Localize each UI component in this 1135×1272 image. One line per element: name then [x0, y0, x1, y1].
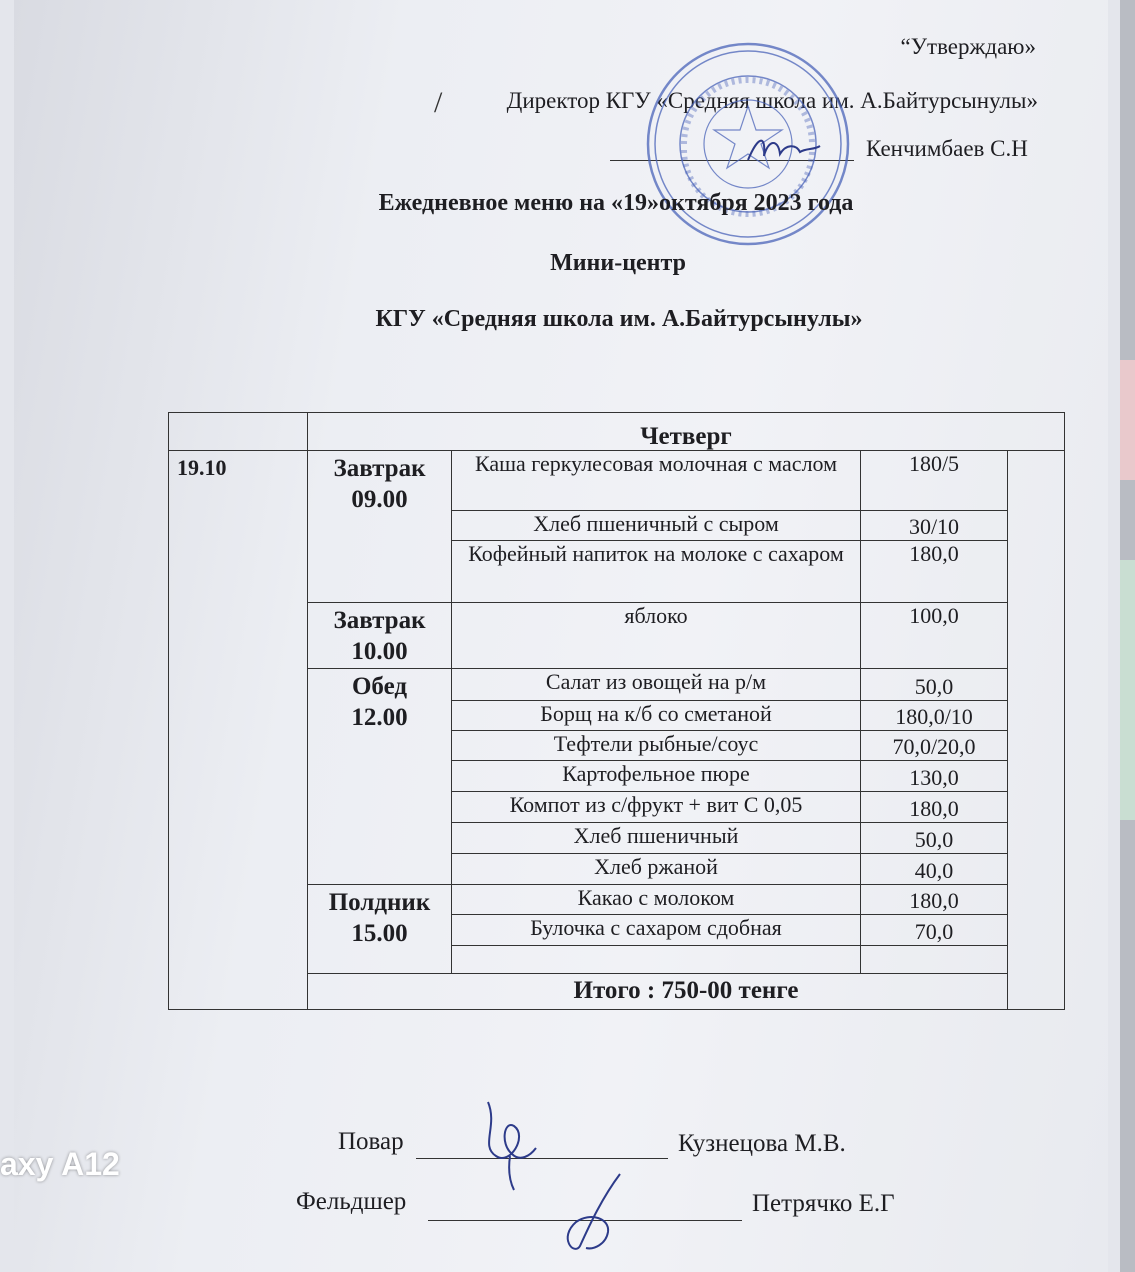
qty-cell: 180,0/10	[861, 701, 1008, 731]
header-empty-cell	[169, 413, 308, 451]
approval-approve-text: “Утверждаю»	[900, 34, 1036, 59]
qty-cell: 40,0	[861, 854, 1008, 885]
total-cell: Итого : 750-00 тенге	[308, 974, 1065, 1010]
qty-cell: 50,0	[861, 669, 1008, 701]
dish-cell: Хлеб ржаной	[452, 854, 861, 885]
cook-name: Кузнецова М.В.	[678, 1130, 846, 1157]
menu-title: Ежедневное меню на «19»октября 2023 года	[378, 190, 854, 216]
meal-time: 09.00	[351, 486, 408, 513]
meal-time: 12.00	[351, 704, 408, 731]
dish-cell: Булочка с сахаром сдобная	[452, 915, 861, 946]
qty-cell: 180,0	[861, 541, 1008, 603]
qty-cell: 130,0	[861, 761, 1008, 792]
day-header: Четверг	[308, 413, 1065, 451]
extra-column-cell	[1008, 451, 1065, 1010]
meal-time: 10.00	[351, 638, 408, 665]
medic-label: Фельдшер	[296, 1188, 407, 1215]
dish-cell-empty	[452, 946, 861, 974]
dish-cell: Компот из с/фрукт + вит С 0,05	[452, 792, 861, 823]
qty-cell-empty	[861, 946, 1008, 974]
meal-time: 15.00	[351, 920, 408, 947]
dish-cell: Картофельное пюре	[452, 761, 861, 792]
meal-cell	[308, 669, 452, 885]
meal-name: Полдник	[328, 889, 431, 916]
meal-cell	[308, 885, 452, 974]
dish-cell: Салат из овощей на р/м	[452, 669, 861, 701]
dish-cell: Какао с молоком	[452, 885, 861, 915]
meal-cell	[308, 603, 452, 669]
medic-signature	[550, 1168, 640, 1258]
meal-cell	[308, 451, 452, 603]
dish-cell: Кофейный напиток на молоке с сахаром	[452, 541, 861, 603]
camera-watermark: axy A12	[0, 1146, 120, 1182]
meal-name: Завтрак	[333, 455, 426, 482]
qty-cell: 180,0	[861, 885, 1008, 915]
dish-cell: Каша геркулесовая молочная с маслом	[452, 451, 861, 511]
cook-signature	[470, 1096, 550, 1196]
dish-cell: Борщ на к/б со сметаной	[452, 701, 861, 731]
qty-cell: 30/10	[861, 511, 1008, 541]
qty-cell: 70,0/20,0	[861, 731, 1008, 761]
cook-label: Повар	[338, 1128, 404, 1155]
dish-cell: Тефтели рыбные/соус	[452, 731, 861, 761]
dish-cell: Хлеб пшеничный с сыром	[452, 511, 861, 541]
qty-cell: 70,0	[861, 915, 1008, 946]
approval-director-text: Директор КГУ «Средняя школа им. А.Байтурсынулы»	[506, 88, 1038, 113]
school-name: КГУ «Средняя школа им. А.Байтурсынулы»	[375, 306, 863, 332]
date-cell: 19.10	[169, 451, 308, 1010]
director-signature	[744, 126, 824, 170]
dish-cell: Хлеб пшеничный	[452, 823, 861, 854]
qty-cell: 100,0	[861, 603, 1008, 669]
qty-cell: 50,0	[861, 823, 1008, 854]
dish-cell: яблоко	[452, 603, 861, 669]
director-name: Кенчимбаев С.Н	[866, 136, 1028, 161]
approval-slash-mark: /	[434, 86, 443, 119]
qty-cell: 180/5	[861, 451, 1008, 511]
medic-name: Петрячко Е.Г	[752, 1190, 895, 1217]
meal-name: Обед	[351, 673, 408, 700]
meal-name: Завтрак	[333, 607, 426, 634]
qty-cell: 180,0	[861, 792, 1008, 823]
menu-table	[168, 412, 1065, 1010]
table-header-row	[169, 413, 1065, 451]
table-row	[169, 451, 1065, 511]
menu-subtitle: Мини-центр	[550, 250, 686, 276]
